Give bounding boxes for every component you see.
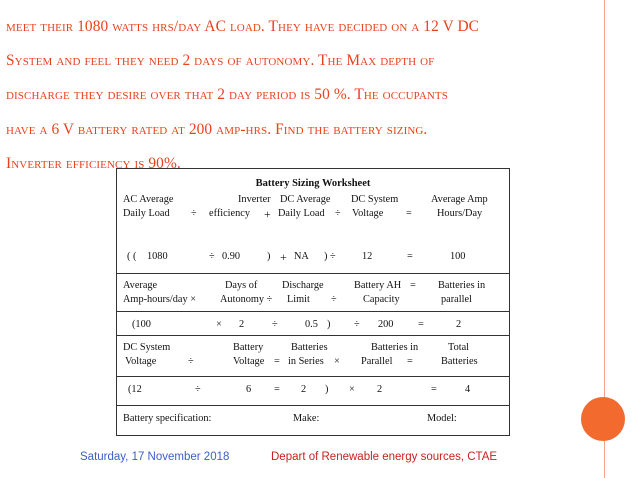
cell: Amp-hours/day ×: [123, 294, 197, 305]
problem-line: discharge they desire over that 2 day period is 50 %. The occupants: [6, 86, 448, 104]
cell: ): [327, 319, 331, 330]
worksheet-title: Battery Sizing Worksheet: [255, 178, 371, 189]
cell: 4: [465, 384, 471, 395]
cell: Voltage: [233, 356, 265, 367]
cell: ×: [334, 356, 340, 367]
cell: ÷: [354, 319, 360, 330]
cell: =: [418, 319, 424, 330]
cell: ): [325, 384, 329, 395]
cell: ( (: [127, 251, 137, 262]
cell: Average: [123, 280, 158, 291]
cell: 6: [246, 384, 252, 395]
cell: efficiency: [209, 208, 250, 219]
cell: 12: [362, 251, 373, 262]
cell: Daily Load: [123, 208, 170, 219]
row-divider: [117, 335, 509, 336]
cell: ÷: [335, 208, 341, 219]
cell: Average Amp: [431, 194, 488, 205]
cell: 0.5: [305, 319, 318, 330]
cell: Discharge: [282, 280, 324, 291]
cell: Limit: [287, 294, 310, 305]
cell: Total: [448, 342, 470, 353]
cell: Voltage: [352, 208, 384, 219]
cell: DC System: [123, 342, 171, 353]
cell: Batteries in: [438, 280, 486, 291]
cell: 0.90: [222, 251, 241, 262]
cell: AC Average: [123, 194, 174, 205]
cell: Batteries: [441, 356, 478, 367]
row-divider: [117, 273, 509, 274]
cell: ÷: [331, 294, 337, 305]
battery-sizing-worksheet: [116, 168, 510, 436]
cell: ×: [349, 384, 355, 395]
problem-line: Inverter efficiency is 90%.: [6, 154, 181, 172]
cell: Battery AH: [354, 280, 402, 291]
cell: 200: [378, 319, 394, 330]
cell: Voltage: [125, 356, 157, 367]
cell: NA: [294, 251, 309, 262]
footer-department: Depart of Renewable energy sources, CTAE: [271, 451, 498, 463]
cell: =: [407, 251, 413, 262]
row-divider: [117, 376, 509, 377]
cell: ÷: [195, 384, 201, 395]
cell: DC System: [351, 194, 399, 205]
cell: +: [264, 207, 271, 221]
problem-statement: [6, 10, 606, 181]
cell: +: [280, 250, 287, 264]
cell: in Series: [288, 356, 324, 367]
cell: ÷: [209, 251, 215, 262]
cell: ×: [216, 319, 222, 330]
cell: (100: [132, 319, 151, 330]
cell: =: [410, 280, 416, 291]
row-divider: [117, 405, 509, 406]
cell: Inverter: [238, 194, 271, 205]
cell: 2: [456, 319, 462, 330]
cell: (12: [128, 384, 142, 395]
cell: Batteries in: [371, 342, 419, 353]
problem-line: meet their 1080 watts hrs/day AC load. They have decided on a 12 V DC: [6, 18, 480, 35]
problem-line: System and feel they need 2 days of autonomy. The Max depth of: [6, 52, 435, 70]
footer-date: Saturday, 17 November 2018: [80, 451, 230, 463]
cell: 2: [377, 384, 383, 395]
cell: ): [267, 251, 271, 262]
cell: ) ÷: [324, 251, 336, 262]
row-divider: [117, 311, 509, 312]
cell: =: [431, 384, 437, 395]
cell: 100: [450, 251, 466, 262]
problem-line: have a 6 V battery rated at 200 amp-hrs. Find the battery sizing.: [6, 120, 428, 138]
cell: parallel: [441, 294, 472, 305]
cell: 2: [301, 384, 307, 395]
cell: =: [407, 356, 413, 367]
cell: 1080: [147, 251, 168, 262]
cell: Daily Load: [278, 208, 325, 219]
decorative-orange-circle: [581, 397, 625, 441]
make-label: Make:: [293, 413, 320, 424]
cell: ÷: [272, 319, 278, 330]
cell: 2: [239, 319, 245, 330]
model-label: Model:: [427, 413, 457, 424]
cell: Days of: [225, 280, 258, 291]
cell: Parallel: [361, 356, 393, 367]
cell: =: [274, 356, 280, 367]
cell: Batteries: [291, 342, 328, 353]
cell: DC Average: [280, 194, 331, 205]
cell: Autonomy ÷: [220, 294, 273, 305]
cell: Capacity: [363, 294, 400, 305]
cell: =: [406, 208, 412, 219]
cell: Battery: [233, 342, 264, 353]
cell: ÷: [191, 208, 197, 219]
battery-specification-label: Battery specification:: [123, 413, 212, 424]
cell: =: [274, 384, 280, 395]
cell: ÷: [188, 356, 194, 367]
cell: Hours/Day: [437, 208, 483, 219]
